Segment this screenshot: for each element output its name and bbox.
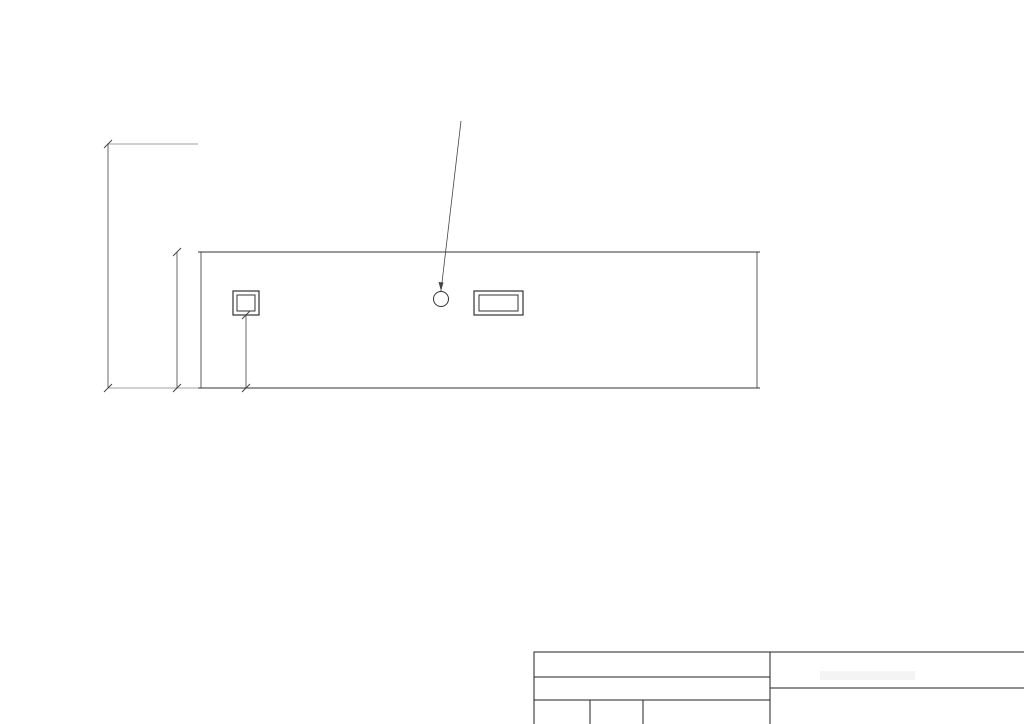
- wide-window: [474, 291, 523, 315]
- vent-outlet: [434, 292, 449, 307]
- dimension-window-sill: [242, 311, 250, 392]
- title-block: [534, 652, 1024, 724]
- annotation-leader: [441, 121, 461, 291]
- small-window: [233, 291, 259, 315]
- annotation-arrow: [439, 282, 444, 291]
- dimension-wall-height: [173, 248, 181, 392]
- dimension-total-height: [104, 140, 198, 392]
- owner-name-redacted: [820, 671, 915, 680]
